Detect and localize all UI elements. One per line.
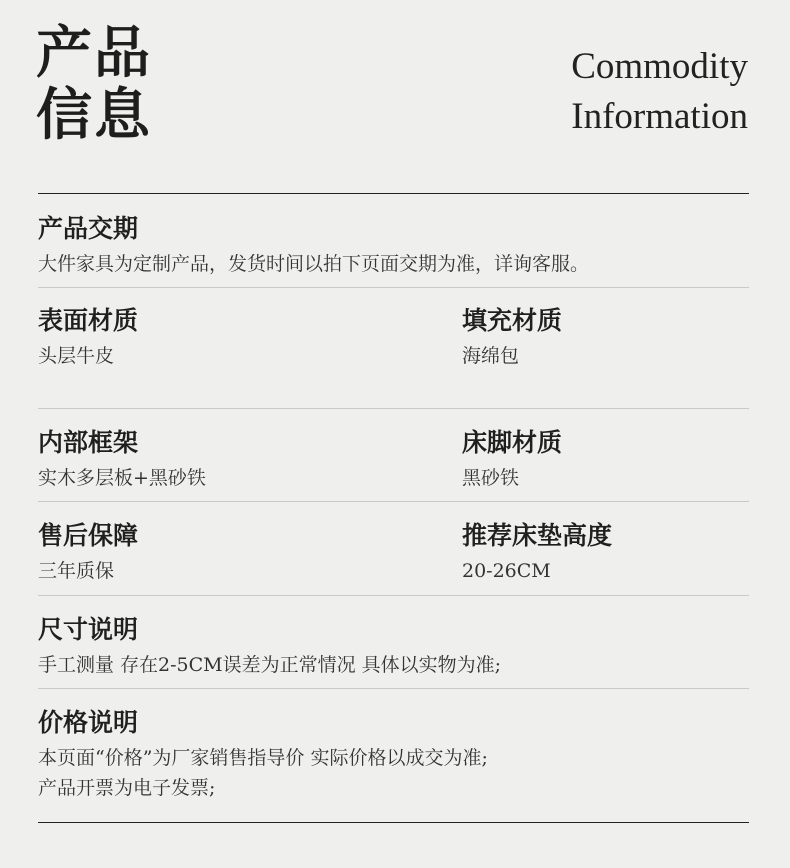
filling-section: [462, 305, 562, 371]
title-cn-line1: 产品: [36, 20, 152, 86]
divider: [38, 287, 749, 288]
surface-label: 表面材质: [38, 306, 139, 335]
surface-section: [38, 305, 138, 371]
top-divider: [38, 193, 749, 194]
divider: [38, 408, 749, 409]
title-cn-line2: 信息: [36, 82, 152, 148]
size-label: 尺寸说明: [38, 615, 139, 644]
frame-value: 实木多层板+黑砂铁: [38, 467, 206, 489]
mattress-section: [462, 520, 612, 586]
divider: [38, 595, 749, 596]
divider: [38, 688, 749, 689]
page-title-cn: [36, 22, 152, 146]
size-section: [38, 614, 501, 680]
legs-value: 黑砂铁: [462, 467, 520, 489]
warranty-value: 三年质保: [38, 560, 115, 582]
frame-section: [38, 427, 206, 493]
size-value: 手工测量 存在2-5CM误差为正常情况 具体以实物为准;: [38, 654, 502, 676]
legs-label: 床脚材质: [462, 428, 563, 457]
warranty-label: 售后保障: [38, 521, 139, 550]
price-note-line2: 产品开票为电子发票;: [38, 777, 216, 799]
warranty-section: [38, 520, 138, 586]
delivery-value: 大件家具为定制产品，发货时间以拍下页面交期为准，详询客服。: [38, 253, 590, 275]
mattress-label: 推荐床垫高度: [462, 521, 613, 550]
price-notes: [38, 743, 488, 803]
price-label: 价格说明: [38, 708, 139, 737]
filling-label: 填充材质: [462, 306, 563, 335]
delivery-section: [38, 213, 589, 279]
page-title-en: [571, 42, 748, 142]
frame-label: 内部框架: [38, 428, 139, 457]
price-section: [38, 707, 488, 803]
title-en-line2: Information: [571, 96, 748, 137]
filling-value: 海绵包: [462, 345, 520, 367]
divider: [38, 501, 749, 502]
price-note-line1: 本页面“价格”为厂家销售指导价 实际价格以成交为准;: [38, 747, 488, 769]
title-en-line1: Commodity: [571, 46, 748, 87]
bottom-divider: [38, 822, 749, 823]
legs-section: [462, 427, 562, 493]
surface-value: 头层牛皮: [38, 345, 115, 367]
mattress-value: 20-26CM: [462, 560, 551, 582]
delivery-label: 产品交期: [38, 214, 139, 243]
